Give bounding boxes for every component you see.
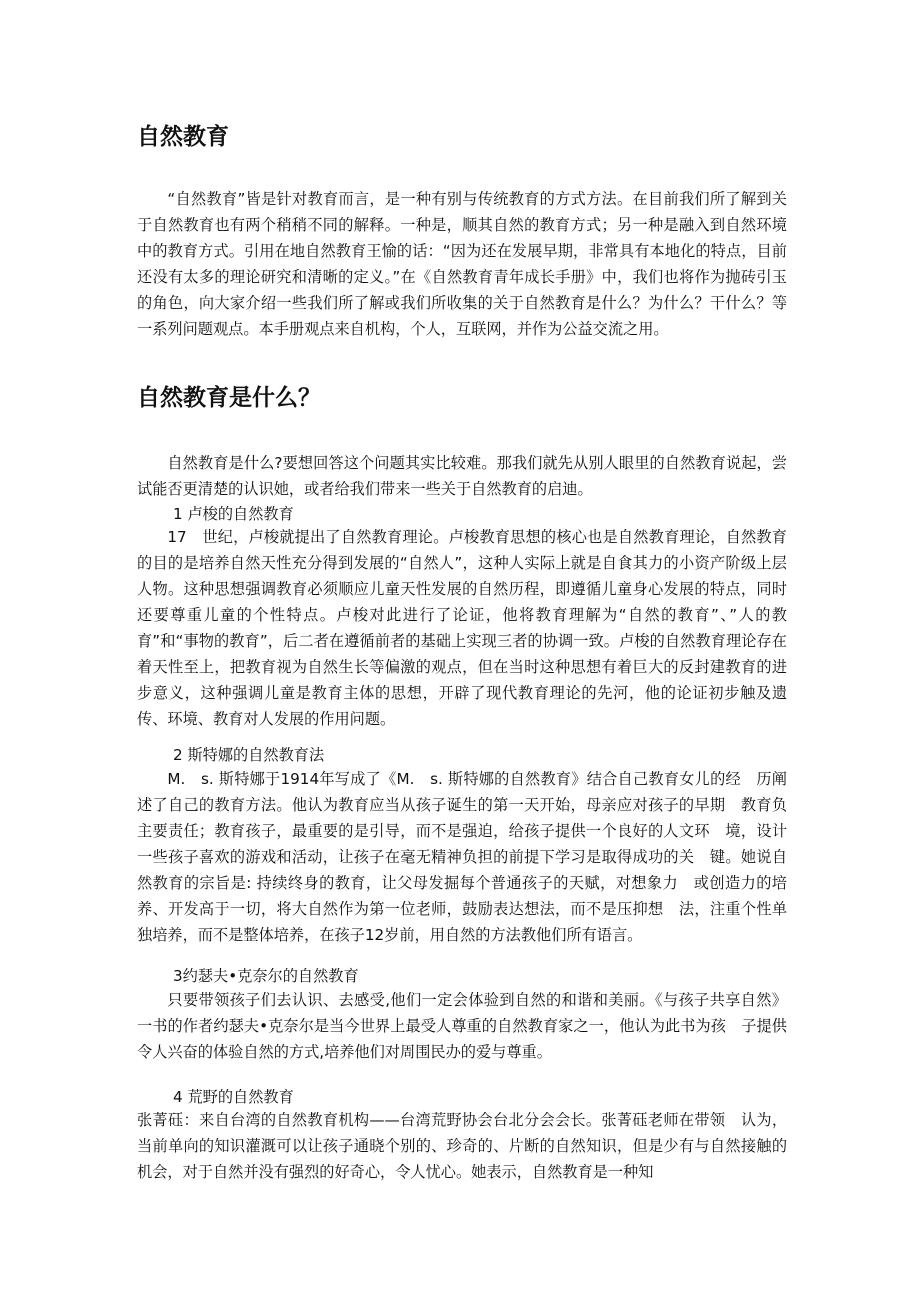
section-3-body: 只要带领孩子们去认识、去感受,他们一定会体验到自然的和谐和美丽。《与孩子共享自然》一书的作者约瑟夫•克奈尔是当今世界上最受人尊重的自然教育家之一，他认为此书为孩 子提供令人兴奋的体验自然的方式,培养他们对周围民办的爱与尊重。 — [137, 991, 787, 1061]
section-2-title: 2 斯特娜的自然教育法 — [173, 746, 325, 764]
section-1-body: 17 世纪，卢梭就提出了自然教育理论。卢梭教育思想的核心也是自然教育理论，自然教育的目的是培养自然天性充分得到发展的“自然人”，这种人实际上就是自食其力的小资产阶级上层人物。这种思想强调教育必须顺应儿童天性发展的自然历程，即遵循儿童身心发展的特点，同时还要尊重儿童的个性特点。卢梭对此进行了论证，他将教育理解为“自然的教育”、”人的教育”和“事物的教育”，后二者在遵循前者的基础上实现三者的协调一致。卢梭的自然教育理论存在着天性至上，把教育视为自然生长等偏激的观点，但在当时这种思想有着巨大的反封建教育的进步意义，这种强调儿童是教育主体的思想，开辟了现代教育理论的先河，他的论证初步触及遗传、环境、教育对人发展的作用问题。 — [137, 528, 787, 728]
section-3-title: 3约瑟夫•克奈尔的自然教育 — [173, 967, 359, 985]
section-1-title: 1 卢梭的自然教育 — [173, 505, 294, 523]
section-2-body: M. s. 斯特娜于1914年写成了《M. s. 斯特娜的自然教育》结合自己教育女儿的经 历阐述了自己的教育方法。他认为教育应当从孩子诞生的第一天开始，母亲应对孩子的早期 教育负主要责任；教育孩子，最重要的是引导，而不是强迫，给孩子提供一个良好的人文环 境，设计一些孩子喜欢的游戏和活动，让孩子在毫无精神负担的前提下学习是取得成功的关 键。她说自然教育的宗旨是: 持续终身的教育，让父母发掘每个普通孩子的天赋，对想象力 或创造力的培养、开发高于一切，将大自然作为第一位老师，鼓励表达想法，而不是压抑想 法，注重个性单独培养，而不是整体培养，在孩子12岁前，用自然的方法教他们所有语言。 — [137, 770, 787, 944]
heading-what-is-natural-education: 自然教育是什么？ — [137, 385, 321, 411]
section-4-body: 张菁砡：来自台湾的自然教育机构——台湾荒野协会台北分会会长。张菁砡老师在带领 认为，当前单向的知识灌溉可以让孩子通晓个别的、珍奇的、片断的自然知识，但是少有与自然接触的机会，对于自然并没有强烈的好奇心，令人忧心。她表示，自然教育是一种知 — [137, 1111, 787, 1181]
what-intro-paragraph: 自然教育是什么?要想回答这个问题其实比较难。那我们就先从别人眼里的自然教育说起，尝试能否更清楚的认识她，或者给我们带来一些关于自然教育的启迪。 — [137, 454, 787, 498]
section-4-title: 4 荒野的自然教育 — [173, 1088, 294, 1106]
heading-natural-education: 自然教育 — [137, 124, 229, 150]
intro-paragraph: “自然教育”皆是针对教育而言，是一种有别与传统教育的方式方法。在目前我们所了解到关于自然教育也有两个稍稍不同的解释。一种是，顺其自然的教育方式；另一种是融入到自然环境中的教育方式。引用在地自然教育王愉的话：“因为还在发展早期，非常具有本地化的特点，目前还没有太多的理论研究和清晰的定义。”在《自然教育青年成长手册》中，我们也将作为抛砖引玉的角色，向大家介绍一些我们所了解或我们所收集的关于自然教育是什么？为什么？干什么？等一系列问题观点。本手册观点来自机构，个人，互联网，并作为公益交流之用。 — [137, 190, 787, 338]
